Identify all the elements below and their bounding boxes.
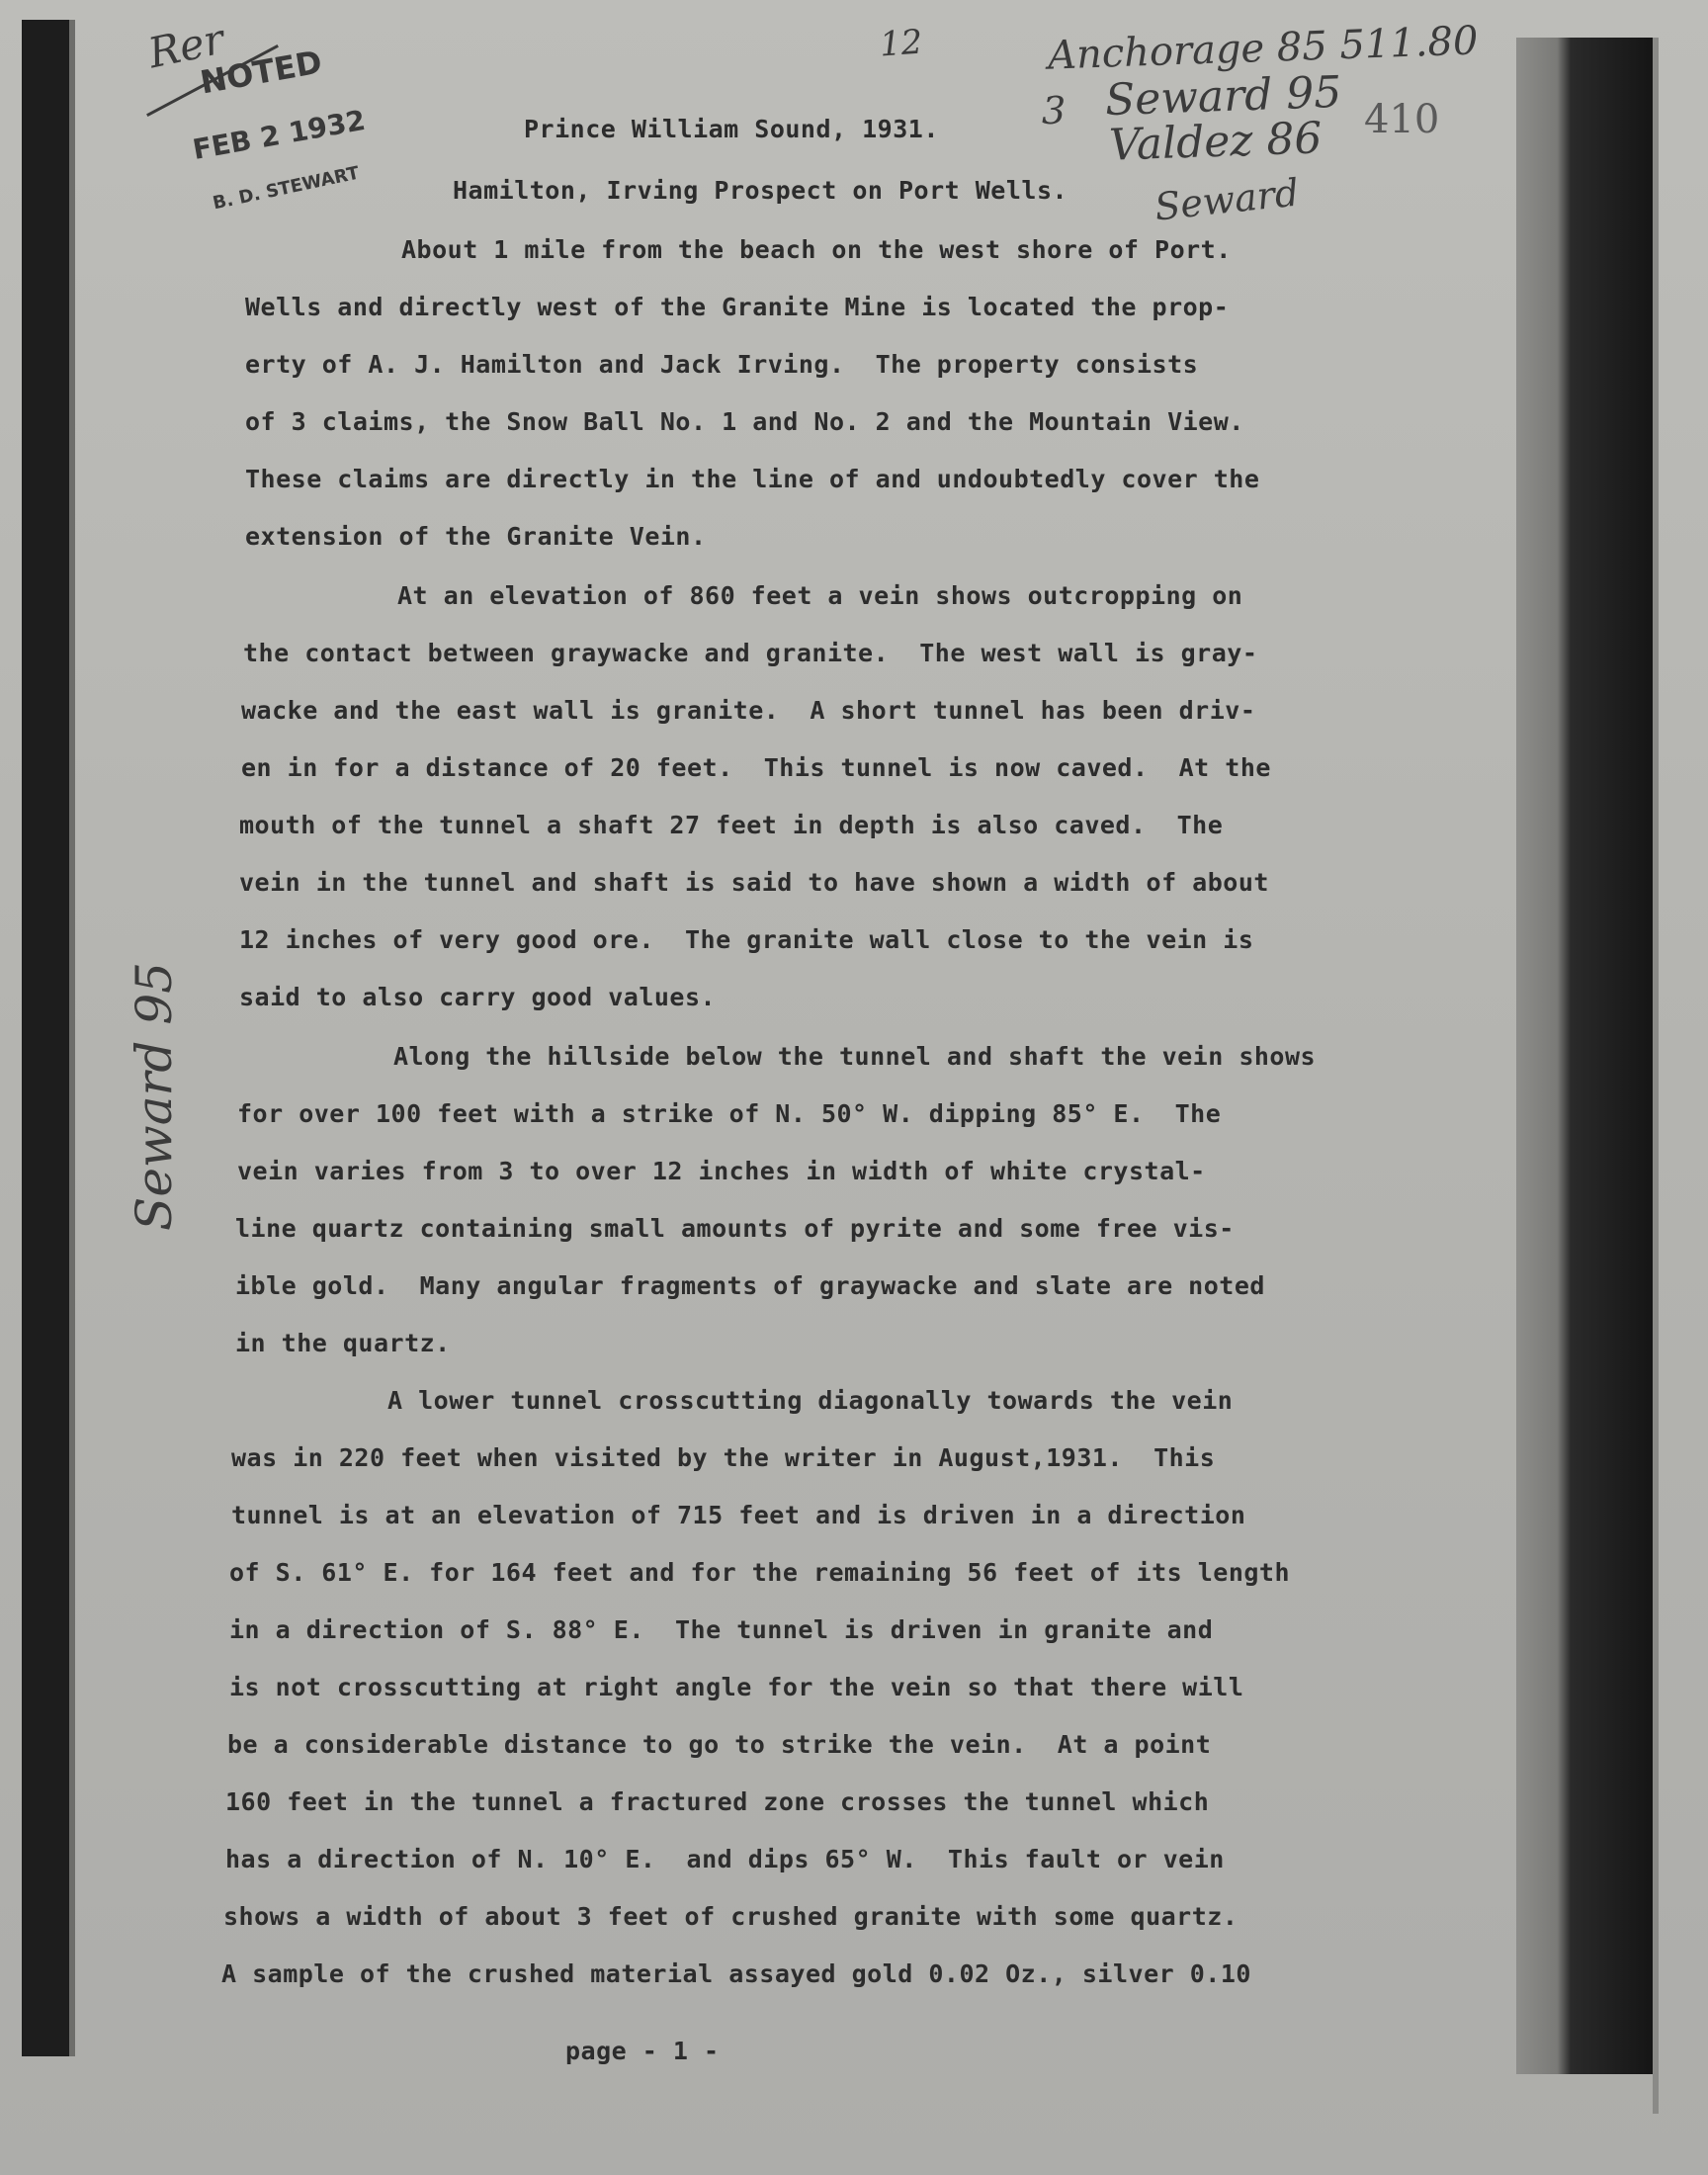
- body-line: be a considerable distance to go to strike the vein. At a point: [227, 1730, 1212, 1759]
- handwritten-note-line1: Anchorage 85 511.80: [1047, 18, 1480, 79]
- body-line: ible gold. Many angular fragments of graywacke and slate are noted: [235, 1271, 1265, 1300]
- body-line: said to also carry good values.: [239, 983, 717, 1011]
- body-line: wacke and the east wall is granite. A short tunnel has been driv-: [241, 696, 1256, 725]
- body-line: Wells and directly west of the Granite Mine is located the prop-: [245, 293, 1230, 321]
- margin-note: Seward 95: [125, 962, 183, 1231]
- page-number: page - 1 -: [565, 2037, 720, 2065]
- body-line: erty of A. J. Hamilton and Jack Irving. The property consists: [245, 350, 1199, 379]
- body-line: for over 100 feet with a strike of N. 50° W. dipping 85° E. The: [237, 1099, 1222, 1128]
- body-line: 160 feet in the tunnel a fractured zone crosses the tunnel which: [225, 1787, 1210, 1816]
- top-mark-note: 12: [878, 22, 924, 65]
- document-title: Prince William Sound, 1931.: [524, 115, 939, 143]
- body-line: Along the hillside below the tunnel and shaft the vein shows: [393, 1042, 1317, 1071]
- body-line: has a direction of N. 10° E. and dips 65° W. This fault or vein: [225, 1845, 1225, 1873]
- body-line: en in for a distance of 20 feet. This tunnel is now caved. At the: [241, 753, 1271, 782]
- body-line: was in 220 feet when visited by the writer in August,1931. This: [231, 1443, 1216, 1472]
- title-side-note: Seward: [1153, 170, 1302, 229]
- scan-border-right: [1516, 38, 1653, 2074]
- body-line: extension of the Granite Vein.: [245, 522, 707, 551]
- body-line: A lower tunnel crosscutting diagonally towards the vein: [387, 1386, 1234, 1415]
- body-line: shows a width of about 3 feet of crushed granite with some quartz.: [223, 1902, 1238, 1931]
- body-line: is not crosscutting at right angle for the vein so that there will: [229, 1673, 1244, 1701]
- document-subtitle: Hamilton, Irving Prospect on Port Wells.: [453, 176, 1068, 205]
- body-line: of S. 61° E. for 164 feet and for the remaining 56 feet of its length: [229, 1558, 1291, 1587]
- scan-border-left: [22, 20, 69, 2056]
- body-line: tunnel is at an elevation of 715 feet and is driven in a direction: [231, 1501, 1246, 1529]
- body-line: About 1 mile from the beach on the west shore of Port.: [401, 235, 1232, 264]
- handwritten-note-line2-prefix: 3: [1042, 89, 1067, 132]
- handwritten-note-line2-suffix: 410: [1364, 97, 1440, 142]
- body-line: line quartz containing small amounts of pyrite and some free vis-: [235, 1214, 1235, 1243]
- body-line: vein in the tunnel and shaft is said to have shown a width of about: [239, 868, 1269, 897]
- body-line: in a direction of S. 88° E. The tunnel is driven in granite and: [229, 1615, 1214, 1644]
- initials-note: Rer: [143, 14, 228, 78]
- noted-stamp: NOTED: [197, 43, 325, 102]
- body-line: At an elevation of 860 feet a vein shows outcropping on: [397, 581, 1243, 610]
- body-line: These claims are directly in the line of and undoubtedly cover the: [245, 465, 1260, 493]
- scan-border-left-edge: [69, 20, 75, 2056]
- body-line: A sample of the crushed material assayed gold 0.02 Oz., silver 0.10: [221, 1959, 1251, 1988]
- body-line: the contact between graywacke and granite. The west wall is gray-: [243, 639, 1258, 667]
- name-stamp: B. D. STEWART: [211, 162, 362, 215]
- handwritten-note-line2: Seward 95: [1104, 66, 1343, 127]
- body-line: vein varies from 3 to over 12 inches in width of white crystal-: [237, 1157, 1206, 1185]
- body-line: in the quartz.: [235, 1329, 451, 1357]
- body-line: mouth of the tunnel a shaft 27 feet in depth is also caved. The: [239, 811, 1224, 839]
- body-line: 12 inches of very good ore. The granite wall close to the vein is: [239, 925, 1254, 954]
- body-line: of 3 claims, the Snow Ball No. 1 and No. 2 and the Mountain View.: [245, 407, 1244, 436]
- date-stamp: FEB 2 1932: [190, 103, 369, 167]
- handwritten-note-line3: Valdez 86: [1108, 113, 1324, 171]
- scan-border-right-edge: [1653, 38, 1659, 2114]
